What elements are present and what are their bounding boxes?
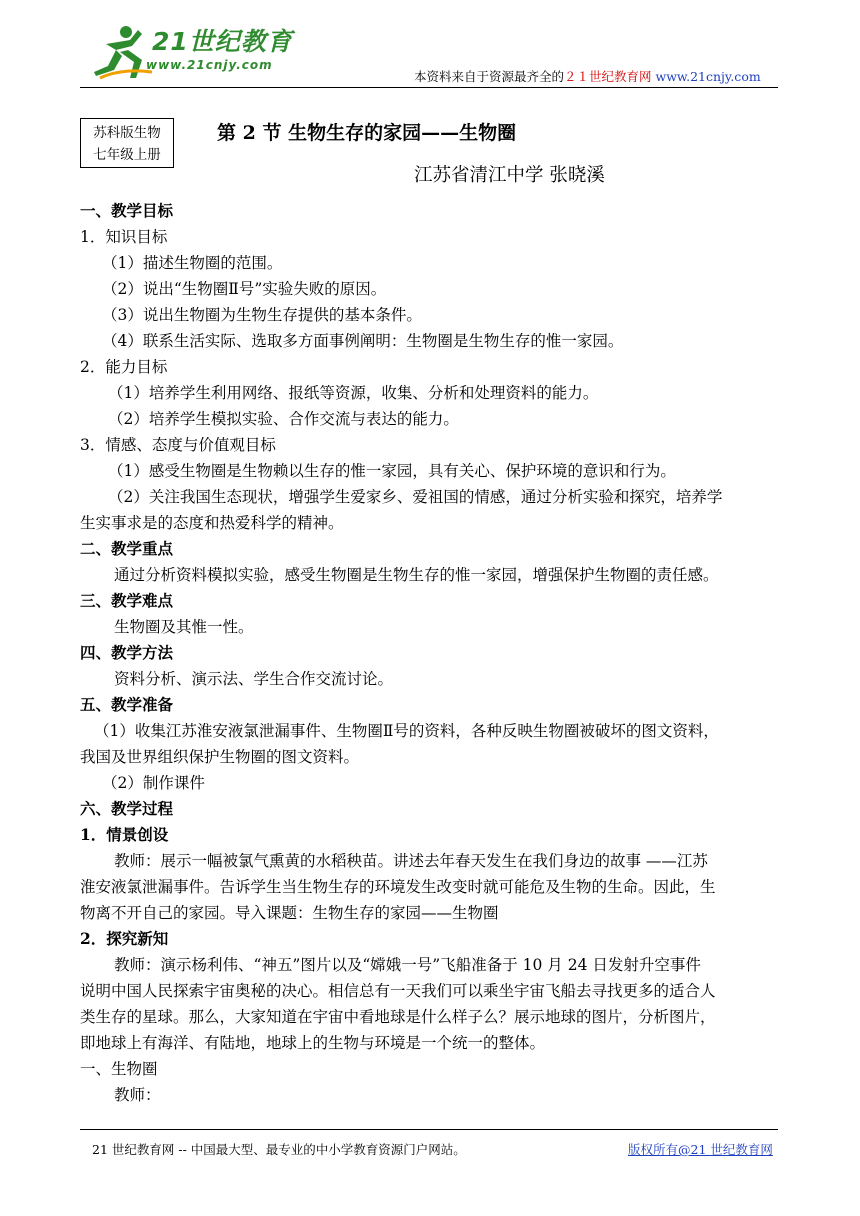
body-line: 教师：演示杨利伟、“神五”图片以及“嫦娥一号”飞船准备于 10 月 24 日发射升空事件 — [114, 956, 701, 974]
body-line: （4）联系生活实际、选取多方面事例阐明：生物圈是生物生存的惟一家园。 — [102, 332, 624, 350]
body-line: 类生存的星球。那么，大家知道在宇宙中看地球是什么样子么？展示地球的图片，分析图片， — [80, 1008, 716, 1026]
subsection-heading: 2．探究新知 — [80, 929, 169, 948]
badge-line-2: 七年级上册 — [93, 147, 161, 163]
body-line: 教师：展示一幅被氯气熏黄的水稻秧苗。讲述去年春天发生在我们身边的故事 ——江苏 — [114, 852, 708, 870]
body-line: 淮安液氯泄漏事件。告诉学生当生物生存的环境发生改变时就可能危及生物的生命。因此，生 — [80, 878, 716, 896]
section-heading: 四、教学方法 — [80, 643, 174, 662]
body-line: （2）说出“生物圈Ⅱ号”实验失败的原因。 — [102, 280, 387, 298]
body-line: 物离不开自己的家园。导入课题：生物生存的家园——生物圈 — [80, 904, 499, 922]
body-line: 即地球上有海洋、有陆地，地球上的生物与环境是一个统一的整体。 — [80, 1034, 546, 1052]
badge-line-1: 苏科版生物 — [93, 125, 161, 141]
subsection-heading: 3．情感、态度与价值观目标 — [80, 436, 276, 454]
logo-url: www.21cnjy.com — [146, 58, 273, 72]
header-note-site: ２１世纪教育网 — [564, 69, 652, 84]
section-heading: 五、教学准备 — [80, 695, 174, 714]
body-line: 教师： — [114, 1086, 161, 1104]
body-line: （2）制作课件 — [102, 774, 205, 792]
body-line: （1）感受生物圈是生物赖以生存的惟一家园，具有关心、保护环境的意识和行为。 — [108, 462, 676, 480]
body-line: 生物圈及其惟一性。 — [114, 618, 254, 636]
section-heading: 一、教学目标 — [80, 201, 174, 220]
body-line: 我国及世界组织保护生物圈的图文资料。 — [80, 748, 360, 766]
section-heading: 二、教学重点 — [80, 539, 174, 558]
site-logo — [86, 22, 293, 84]
header-note-prefix: 本资料来自于资源最齐全的 — [414, 69, 565, 84]
body-line: 资料分析、演示法、学生合作交流讨论。 — [114, 670, 394, 688]
author-line: 江苏省清江中学 张晓溪 — [414, 165, 605, 186]
header-divider — [80, 87, 778, 88]
body-line: 生实事求是的态度和热爱科学的精神。 — [80, 514, 344, 532]
textbook-badge — [80, 118, 174, 168]
body-line: （1）描述生物圈的范围。 — [102, 254, 283, 272]
subsection-heading: 1．情景创设 — [80, 825, 169, 844]
footer-text: 21 世纪教育网 -- 中国最大型、最专业的中小学教育资源门户网站。 — [92, 1142, 466, 1157]
section-heading: 三、教学难点 — [80, 591, 174, 610]
subsection-heading: 1．知识目标 — [80, 228, 168, 246]
footer-divider — [80, 1129, 778, 1130]
body-line: 说明中国人民探索宇宙奥秘的决心。相信总有一天我们可以乘坐宇宙飞船去寻找更多的适合人 — [80, 982, 716, 1000]
runner-logo-icon — [86, 22, 156, 82]
page-title: 第 2 节 生物生存的家园——生物圈 — [217, 122, 517, 144]
body-line: （2）关注我国生态现状，增强学生爱家乡、爱祖国的情感，通过分析实验和探究，培养学 — [108, 488, 723, 506]
footer-copyright-link[interactable]: 版权所有@21 世纪教育网 — [628, 1142, 773, 1157]
body-line: （3）说出生物圈为生物生存提供的基本条件。 — [102, 306, 422, 324]
body-line: （1）培养学生利用网络、报纸等资源，收集、分析和处理资料的能力。 — [108, 384, 599, 402]
header-note — [414, 67, 761, 85]
logo-text: 21世纪教育 — [152, 27, 293, 56]
body-line: 通过分析资料模拟实验，感受生物圈是生物生存的惟一家园，增强保护生物圈的责任感。 — [114, 566, 719, 584]
section-heading: 六、教学过程 — [80, 799, 174, 818]
header-note-url[interactable]: www.21cnjy.com — [655, 69, 761, 84]
subsection-heading: 2．能力目标 — [80, 358, 168, 376]
body-line: （2）培养学生模拟实验、合作交流与表达的能力。 — [108, 410, 459, 428]
body-line: （1）收集江苏淮安液氯泄漏事件、生物圈Ⅱ号的资料，各种反映生物圈被破坏的图文资料， — [94, 722, 719, 740]
subsection-heading: 一、生物圈 — [80, 1060, 158, 1078]
